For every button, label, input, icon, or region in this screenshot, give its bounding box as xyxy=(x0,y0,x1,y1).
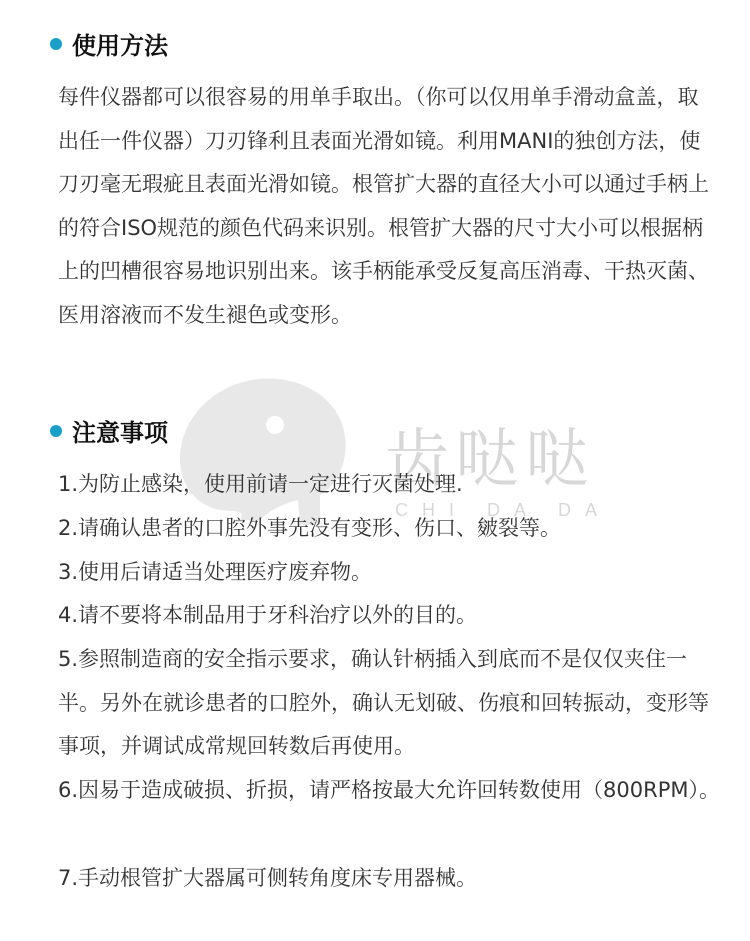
note-item-7: 7.手动根管扩大器属可侧转角度床专用器械。 xyxy=(58,866,478,890)
note-item-4: 4.请不要将本制品用于牙科治疗以外的目的。 xyxy=(58,603,478,627)
note-item-1: 1.为防止感染，使用前请一定进行灭菌处理. xyxy=(58,472,463,496)
note-item-5: 5.参照制造商的安全指示要求，确认针柄插入到底而不是仅仅夹住一半。另外在就诊患者的口腔外，确认无划破、伤痕和回转振动，变形等事项，并调试成常规回转数后再使用。 xyxy=(58,647,709,759)
usage-body: 每件仪器都可以很容易的用单手取出。（你可以仅用单手滑动盒盖，取出任一件仪器）刀刃锋利且表面光滑如镜。利用MANI的独创方法，使刀刃毫无瑕疵且表面光滑如镜。根管扩大器的直径大小可以通过手柄上的符合ISO规范的颜色代码来识别。根管扩大器的尺寸大小可以根据柄上的凹槽很容易地识别出来。该手柄能承受反复高压消毒、干热灭菌、医用溶液而不发生褪色或变形。 xyxy=(58,85,709,327)
note-item-6: 6.因易于造成破损、折损，请严格按最大允许回转数使用（800RPM）。 xyxy=(58,778,720,802)
note-item-2: 2.请确认患者的口腔外事先没有变形、伤口、皴裂等。 xyxy=(58,516,562,540)
bullet-dot-icon xyxy=(50,38,62,50)
bullet-dot-icon xyxy=(50,425,62,437)
notes-title: 注意事项 xyxy=(72,419,168,447)
usage-heading xyxy=(50,26,168,61)
usage-title: 使用方法 xyxy=(72,32,168,60)
watermark-subtext: CHI DA DA xyxy=(395,500,612,520)
note-item-3: 3.使用后请适当处理医疗废弃物。 xyxy=(58,560,373,584)
notes-heading xyxy=(50,413,168,448)
watermark-text: 齿哒哒 xyxy=(385,423,595,497)
